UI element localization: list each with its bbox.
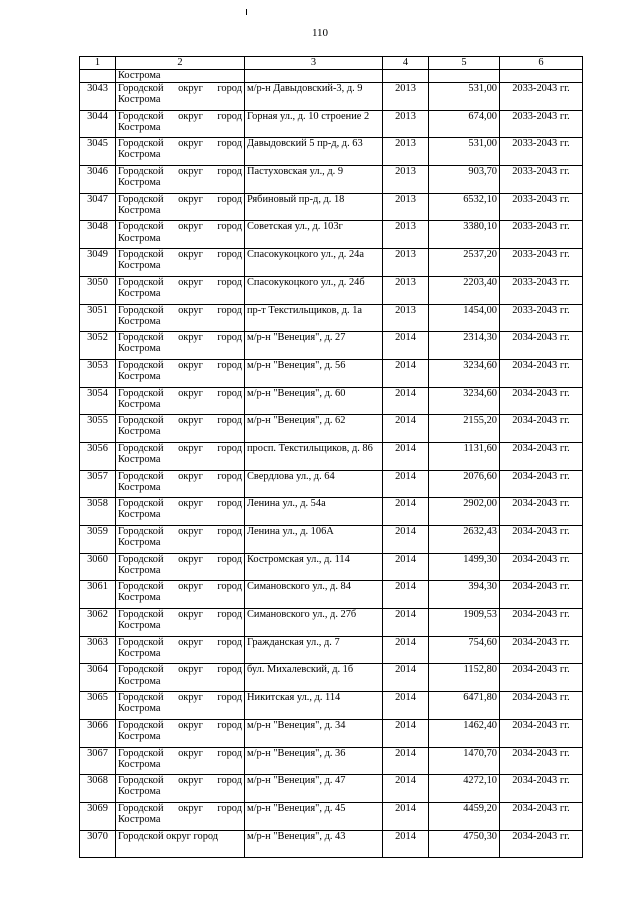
cell-year: 2013: [383, 276, 429, 304]
cell-period: 2033-2043 гг.: [500, 193, 583, 221]
cell-year: 2014: [383, 830, 429, 858]
cell-period: 2034-2043 гг.: [500, 498, 583, 526]
cell-num: 3069: [80, 802, 116, 830]
cell-address: Гражданская ул., д. 7: [245, 636, 383, 664]
table-row: [80, 498, 583, 526]
cell-num: 3063: [80, 636, 116, 664]
cell-period: 2034-2043 гг.: [500, 470, 583, 498]
table-header-row: [80, 57, 583, 70]
cell-num: 3044: [80, 110, 116, 138]
cell-municipality: Городской округ город Кострома: [116, 442, 245, 470]
table-row: [80, 387, 583, 415]
cell-period: 2034-2043 гг.: [500, 636, 583, 664]
cell-area: 1499,30: [429, 553, 500, 581]
cell-year: 2014: [383, 526, 429, 554]
cell-address: Симановского ул., д. 84: [245, 581, 383, 609]
cell-address: просп. Текстильщиков, д. 86: [245, 442, 383, 470]
cell-year: 2014: [383, 609, 429, 637]
cell-period: 2034-2043 гг.: [500, 332, 583, 360]
cell-year: 2014: [383, 664, 429, 692]
scan-tick-mark: [246, 9, 247, 15]
table-row: [80, 193, 583, 221]
column-header: 6: [500, 57, 583, 70]
cell-num: 3067: [80, 747, 116, 775]
cell-num: 3058: [80, 498, 116, 526]
cell-year: 2014: [383, 636, 429, 664]
cell-period: 2034-2043 гг.: [500, 830, 583, 858]
cell-num: 3057: [80, 470, 116, 498]
cell-num: 3070: [80, 830, 116, 858]
table-row: [80, 359, 583, 387]
cell-municipality: Городской округ город Кострома: [116, 664, 245, 692]
cell-year: 2013: [383, 249, 429, 277]
cell-period: 2034-2043 гг.: [500, 692, 583, 720]
cell-period: 2034-2043 гг.: [500, 526, 583, 554]
cell-address: Ленина ул., д. 106А: [245, 526, 383, 554]
cell-municipality: Городской округ город Кострома: [116, 359, 245, 387]
cell-period: 2034-2043 гг.: [500, 415, 583, 443]
table-row: [80, 415, 583, 443]
cell-area: 531,00: [429, 138, 500, 166]
cell-period: 2034-2043 гг.: [500, 664, 583, 692]
cell-year: 2013: [383, 110, 429, 138]
cell-area: 1909,53: [429, 609, 500, 637]
cell-year: 2014: [383, 470, 429, 498]
cell-period: 2033-2043 гг.: [500, 304, 583, 332]
cell-period: 2034-2043 гг.: [500, 747, 583, 775]
table-row: [80, 138, 583, 166]
cell-period: [500, 70, 583, 83]
cell-area: 6532,10: [429, 193, 500, 221]
cell-area: 1152,80: [429, 664, 500, 692]
cell-area: [429, 70, 500, 83]
cell-year: 2013: [383, 83, 429, 111]
cell-area: 3234,60: [429, 359, 500, 387]
cell-year: 2014: [383, 802, 429, 830]
page-number: 110: [311, 27, 329, 39]
cell-area: 4459,20: [429, 802, 500, 830]
column-header: 3: [245, 57, 383, 70]
table-row: [80, 719, 583, 747]
cell-num: 3052: [80, 332, 116, 360]
cell-municipality: Городской округ город Кострома: [116, 526, 245, 554]
cell-area: 2314,30: [429, 332, 500, 360]
cell-area: 674,00: [429, 110, 500, 138]
cell-period: 2034-2043 гг.: [500, 581, 583, 609]
cell-address: Советская ул., д. 103г: [245, 221, 383, 249]
cell-address: м/р-н "Венеция", д. 36: [245, 747, 383, 775]
column-header: 5: [429, 57, 500, 70]
cell-num: 3065: [80, 692, 116, 720]
cell-address: м/р-н "Венеция", д. 56: [245, 359, 383, 387]
cell-address: Горная ул., д. 10 строение 2: [245, 110, 383, 138]
cell-num: 3054: [80, 387, 116, 415]
cell-year: 2014: [383, 442, 429, 470]
cell-area: 1462,40: [429, 719, 500, 747]
cell-area: 2155,20: [429, 415, 500, 443]
cell-period: 2034-2043 гг.: [500, 775, 583, 803]
cell-address: м/р-н Давыдовский-3, д. 9: [245, 83, 383, 111]
cell-num: 3051: [80, 304, 116, 332]
cell-municipality: Городской округ город Кострома: [116, 719, 245, 747]
table-row: [80, 526, 583, 554]
cell-year: 2014: [383, 581, 429, 609]
cell-address: м/р-н "Венеция", д. 60: [245, 387, 383, 415]
cell-num: 3059: [80, 526, 116, 554]
column-header: 2: [116, 57, 245, 70]
cell-municipality: Городской округ город Кострома: [116, 581, 245, 609]
cell-municipality: Городской округ город Кострома: [116, 775, 245, 803]
cell-num: 3055: [80, 415, 116, 443]
cell-area: 2076,60: [429, 470, 500, 498]
cell-period: 2034-2043 гг.: [500, 802, 583, 830]
cell-year: 2013: [383, 221, 429, 249]
cell-municipality: Городской округ город Кострома: [116, 609, 245, 637]
cell-area: 1454,00: [429, 304, 500, 332]
cell-address: м/р-н "Венеция", д. 47: [245, 775, 383, 803]
cell-municipality: Городской округ город Кострома: [116, 553, 245, 581]
cell-num: 3043: [80, 83, 116, 111]
cell-year: 2014: [383, 692, 429, 720]
cell-area: 3380,10: [429, 221, 500, 249]
cell-municipality: Городской округ город: [116, 830, 245, 858]
cell-period: 2034-2043 гг.: [500, 553, 583, 581]
column-header: 1: [80, 57, 116, 70]
cell-period: 2033-2043 гг.: [500, 83, 583, 111]
cell-municipality: Городской округ город Кострома: [116, 249, 245, 277]
cell-year: 2014: [383, 553, 429, 581]
table-row: [80, 166, 583, 194]
cell-municipality: Городской округ город Кострома: [116, 138, 245, 166]
table-row: [80, 581, 583, 609]
cell-year: 2014: [383, 775, 429, 803]
cell-year: [383, 70, 429, 83]
cell-area: 4272,10: [429, 775, 500, 803]
cell-area: 3234,60: [429, 387, 500, 415]
cell-address: Симановского ул., д. 27б: [245, 609, 383, 637]
cell-municipality: Городской округ город Кострома: [116, 166, 245, 194]
cell-period: 2034-2043 гг.: [500, 442, 583, 470]
cell-period: 2034-2043 гг.: [500, 719, 583, 747]
cell-year: 2014: [383, 498, 429, 526]
cell-municipality: Городской округ город Кострома: [116, 470, 245, 498]
cell-municipality: Кострома: [116, 70, 245, 83]
cell-address: [245, 70, 383, 83]
cell-municipality: Городской округ город Кострома: [116, 304, 245, 332]
cell-area: 2203,40: [429, 276, 500, 304]
cell-area: 903,70: [429, 166, 500, 194]
cell-area: 754,60: [429, 636, 500, 664]
cell-year: 2013: [383, 138, 429, 166]
table-row: [80, 692, 583, 720]
table-row: [80, 110, 583, 138]
cell-area: 1470,70: [429, 747, 500, 775]
cell-period: 2033-2043 гг.: [500, 221, 583, 249]
cell-period: 2033-2043 гг.: [500, 110, 583, 138]
cell-address: м/р-н "Венеция", д. 45: [245, 802, 383, 830]
cell-address: пр-т Текстильщиков, д. 1а: [245, 304, 383, 332]
cell-num: 3062: [80, 609, 116, 637]
cell-area: 4750,30: [429, 830, 500, 858]
cell-address: Свердлова ул., д. 64: [245, 470, 383, 498]
cell-municipality: Городской округ город Кострома: [116, 332, 245, 360]
table-row: [80, 470, 583, 498]
cell-address: м/р-н "Венеция", д. 43: [245, 830, 383, 858]
cell-address: Спасокукоцкого ул., д. 24а: [245, 249, 383, 277]
cell-area: 2902,00: [429, 498, 500, 526]
table-row: [80, 553, 583, 581]
table-row: [80, 609, 583, 637]
cell-year: 2013: [383, 304, 429, 332]
table-row: [80, 304, 583, 332]
cell-municipality: Городской округ город Кострома: [116, 498, 245, 526]
cell-municipality: Городской округ город Кострома: [116, 83, 245, 111]
table-row: [80, 775, 583, 803]
cell-municipality: Городской округ город Кострома: [116, 692, 245, 720]
cell-year: 2014: [383, 332, 429, 360]
cell-municipality: Городской округ город Кострома: [116, 802, 245, 830]
cell-area: 2632,43: [429, 526, 500, 554]
cell-address: Давыдовский 5 пр-д, д. 63: [245, 138, 383, 166]
cell-period: 2034-2043 гг.: [500, 387, 583, 415]
cell-address: Никитская ул., д. 114: [245, 692, 383, 720]
cell-period: 2034-2043 гг.: [500, 359, 583, 387]
cell-area: 2537,20: [429, 249, 500, 277]
cell-address: Рябиновый пр-д, д. 18: [245, 193, 383, 221]
cell-area: 531,00: [429, 83, 500, 111]
cell-address: Ленина ул., д. 54а: [245, 498, 383, 526]
cell-municipality: Городской округ город Кострома: [116, 193, 245, 221]
cell-period: 2034-2043 гг.: [500, 609, 583, 637]
cell-year: 2013: [383, 193, 429, 221]
cell-num: 3049: [80, 249, 116, 277]
cell-num: 3064: [80, 664, 116, 692]
cell-year: 2013: [383, 166, 429, 194]
cell-municipality: Городской округ город Кострома: [116, 415, 245, 443]
cell-year: 2014: [383, 359, 429, 387]
cell-num: 3056: [80, 442, 116, 470]
table-row: [80, 332, 583, 360]
cell-period: 2033-2043 гг.: [500, 166, 583, 194]
cell-area: 394,30: [429, 581, 500, 609]
cell-year: 2014: [383, 415, 429, 443]
table-row: [80, 83, 583, 111]
cell-address: Спасокукоцкого ул., д. 24б: [245, 276, 383, 304]
cell-address: бул. Михалевский, д. 1б: [245, 664, 383, 692]
table-row: [80, 664, 583, 692]
cell-year: 2014: [383, 719, 429, 747]
cell-municipality: Городской округ город Кострома: [116, 636, 245, 664]
cell-num: 3045: [80, 138, 116, 166]
cell-num: 3060: [80, 553, 116, 581]
housing-register-table: [79, 56, 583, 858]
cell-address: Костромская ул., д. 114: [245, 553, 383, 581]
cell-num: 3061: [80, 581, 116, 609]
cell-num: 3050: [80, 276, 116, 304]
table-row: [80, 636, 583, 664]
cell-num: 3066: [80, 719, 116, 747]
cell-num: 3047: [80, 193, 116, 221]
cell-municipality: Городской округ город Кострома: [116, 747, 245, 775]
cell-address: м/р-н "Венеция", д. 62: [245, 415, 383, 443]
cell-num: [80, 70, 116, 83]
cell-num: 3046: [80, 166, 116, 194]
cell-year: 2014: [383, 387, 429, 415]
cell-year: 2014: [383, 747, 429, 775]
cell-num: 3068: [80, 775, 116, 803]
table-row: [80, 830, 583, 858]
continuation-row: [80, 70, 583, 83]
cell-period: 2033-2043 гг.: [500, 249, 583, 277]
cell-area: 1131,60: [429, 442, 500, 470]
table-row: [80, 747, 583, 775]
table-row: [80, 249, 583, 277]
cell-municipality: Городской округ город Кострома: [116, 110, 245, 138]
cell-period: 2033-2043 гг.: [500, 276, 583, 304]
cell-address: м/р-н "Венеция", д. 27: [245, 332, 383, 360]
cell-municipality: Городской округ город Кострома: [116, 221, 245, 249]
cell-address: м/р-н "Венеция", д. 34: [245, 719, 383, 747]
table-row: [80, 221, 583, 249]
cell-num: 3048: [80, 221, 116, 249]
table-row: [80, 276, 583, 304]
table-row: [80, 442, 583, 470]
cell-municipality: Городской округ город Кострома: [116, 276, 245, 304]
cell-num: 3053: [80, 359, 116, 387]
table-row: [80, 802, 583, 830]
column-header: 4: [383, 57, 429, 70]
cell-area: 6471,80: [429, 692, 500, 720]
cell-address: Пастуховская ул., д. 9: [245, 166, 383, 194]
cell-period: 2033-2043 гг.: [500, 138, 583, 166]
cell-municipality: Городской округ город Кострома: [116, 387, 245, 415]
